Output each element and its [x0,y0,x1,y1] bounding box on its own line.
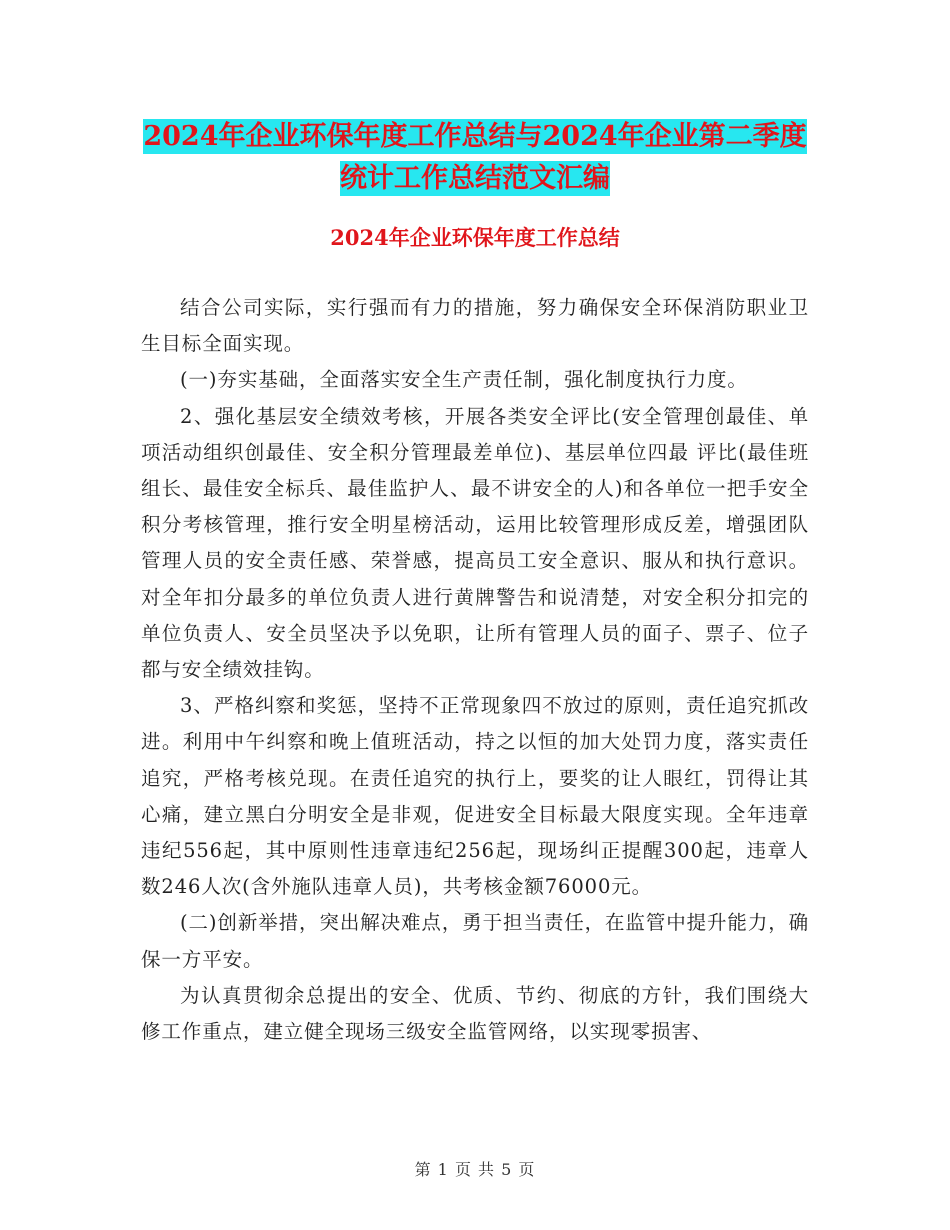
paragraph: 为认真贯彻余总提出的安全、优质、节约、彻底的方针，我们围绕大修工作重点，建立健全现场三级安全监管网络，以实现零损害、 [141,983,809,1044]
title-highlight-2: 统计工作总结范文汇编 [340,163,610,194]
paragraph: (一)夯实基础，全面落实安全生产责任制，强化制度执行力度。 [180,368,748,392]
document-body [141,290,809,1050]
title-highlight-1: 2024年企业环保年度工作总结与2024年企业第二季度 [143,121,807,152]
paragraph: (二)创新举措，突出解决难点，勇于担当责任，在监管中提升能力，确保一方平安。 [141,911,810,971]
paragraph: 结合公司实际，实行强而有力的措施，努力确保安全环保消防职业卫生目标全面实现。 [141,296,809,356]
section-title: 2024年企业环保年度工作总结 [330,225,620,250]
paragraph: 2、强化基层安全绩效考核，开展各类安全评比(安全管理创最佳、单项活动组织创最佳、安全积分管理最差单位)、基层单位四最 评比(最佳班组长、最佳安全标兵、最佳监护人、最不讲安全的人)和各单位一把手安全积分考核管理，推行安全明星榜活动，运用比较管理形成反差，增强团队管理人员的安全责任感、荣誉感，提高员工安全意识、服从和执行意识。对全年扣分最多的单位负责人进行黄牌警告和说清楚，对安全积分扣完的单位负责人、安全员坚决予以免职，让所有管理人员的面子、票子、位子都与安全绩效挂钩。 [141,404,809,682]
paragraph: 3、严格纠察和奖惩，坚持不正常现象四不放过的原则，责任追究抓改进。利用中午纠察和晚上值班活动，持之以恒的加大处罚力度，落实责任追究，严格考核兑现。在责任追究的执行上，要奖的让人眼红，罚得让其心痛，建立黑白分明安全是非观，促进安全目标最大限度实现。全年违章违纪556起，其中原则性违章违纪256起，现场纠正提醒300起，违章人数246人次(含外施队违章人员)，共考核金额76000元。 [141,694,809,899]
document-title-line-2 [0,156,950,195]
page-footer: 第 1 页 共 5 页 [414,1160,536,1179]
document-title-line-1 [0,114,950,153]
